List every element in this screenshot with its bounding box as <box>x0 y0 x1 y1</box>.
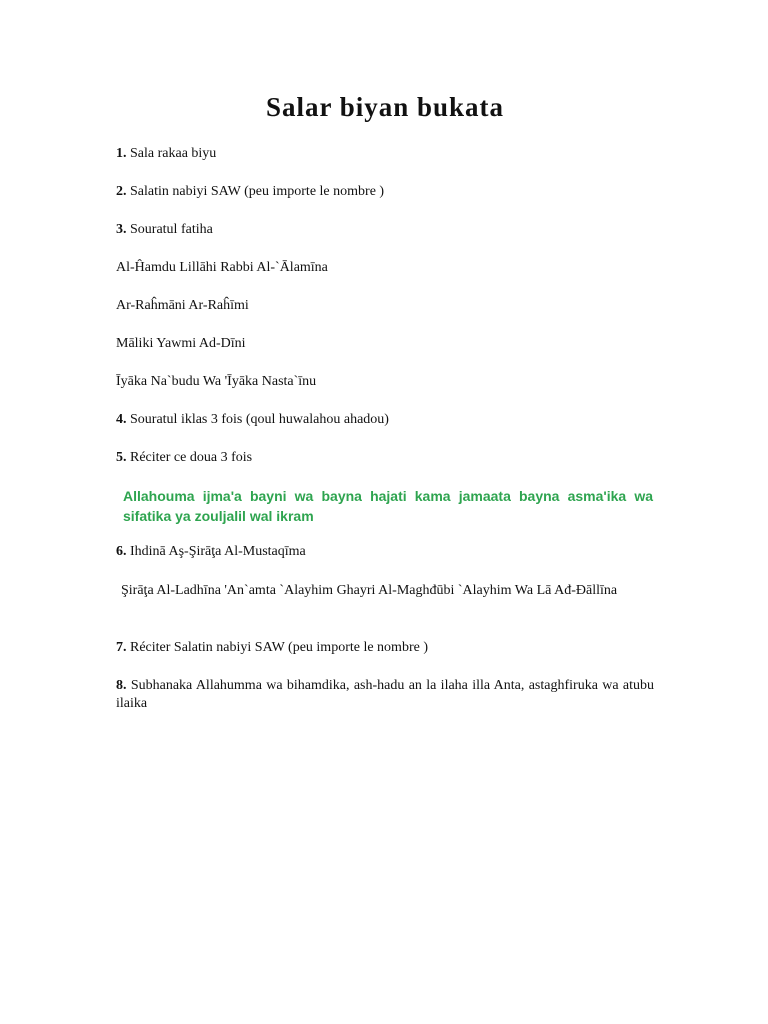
step-1-text: Sala rakaa biyu <box>126 146 217 161</box>
step-2 <box>116 183 654 201</box>
step-8-text: Subhanaka Allahumma wa bihamdika, ash-hadu an la ilaha illa Anta, astaghfiruka wa atubu ilaika <box>116 678 654 711</box>
step-1 <box>116 145 654 163</box>
step-7-text: Réciter Salatin nabiyi SAW (peu importe le nombre ) <box>126 640 428 655</box>
fatiha-line: Al-Ĥamdu Lillāhi Rabbi Al-`Ālamīna <box>116 260 328 275</box>
step-2-text: Salatin nabiyi SAW (peu importe le nombre ) <box>126 184 385 199</box>
step-8 <box>116 677 654 713</box>
step-8-number: 8. <box>116 678 127 693</box>
step-6-text: Ihdinā Aş-Şirāţa Al-Mustaqīma <box>126 544 306 559</box>
step-3-number: 3. <box>116 222 127 237</box>
step-5-text: Réciter ce doua 3 fois <box>126 450 253 465</box>
step-1-number: 1. <box>116 146 127 161</box>
step-3 <box>116 221 654 239</box>
step-5 <box>116 449 654 467</box>
sirata-line: Şirāţa Al-Ladhīna 'An`amta `Alayhim Ghayri Al-Maghđūbi `Alayhim Wa Lā Ađ-Đāllīna <box>121 583 618 598</box>
page-title: Salar biyan bukata <box>265 92 505 122</box>
fatiha-line: Māliki Yawmi Ad-Dīni <box>116 336 246 351</box>
step-4 <box>116 411 654 429</box>
doua-text: Allahouma ijma'a bayni wa bayna hajati kama jamaata bayna asma'ika wa sifatika ya zouljalil wal ikram <box>123 488 653 524</box>
step-7-number: 7. <box>116 640 127 655</box>
step-3-text: Souratul fatiha <box>126 222 213 237</box>
step-4-text: Souratul iklas 3 fois (qoul huwalahou ahadou) <box>126 412 389 427</box>
fatiha-line: Ar-Raĥmāni Ar-Raĥīmi <box>116 298 249 313</box>
step-6 <box>116 543 654 561</box>
document-page <box>116 88 654 711</box>
step-7 <box>116 639 654 657</box>
step-6-number: 6. <box>116 544 127 559</box>
step-4-number: 4. <box>116 412 127 427</box>
step-2-number: 2. <box>116 184 127 199</box>
step-5-number: 5. <box>116 450 127 465</box>
fatiha-line: Īyāka Na`budu Wa 'Īyāka Nasta`īnu <box>116 374 317 389</box>
